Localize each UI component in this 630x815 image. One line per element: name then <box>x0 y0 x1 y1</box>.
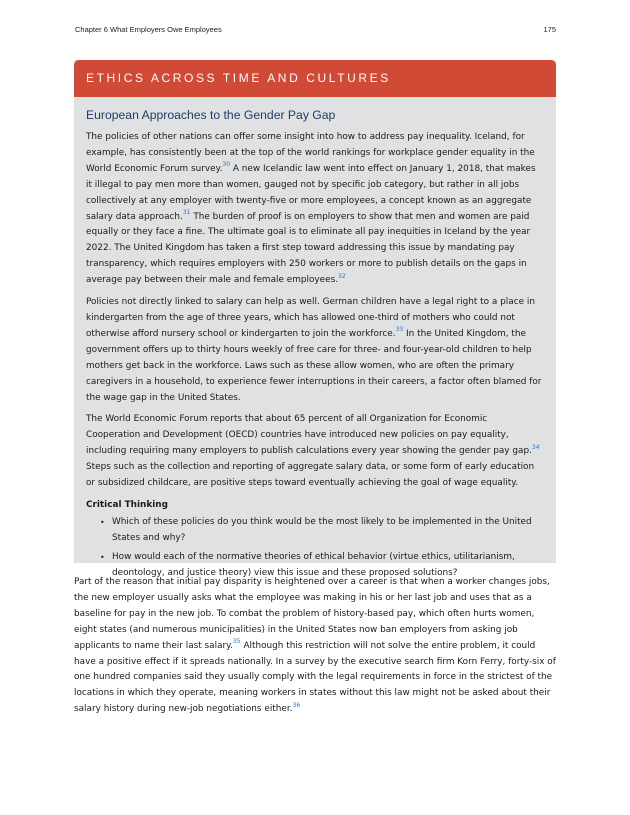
feature-box <box>74 60 556 578</box>
feature-heading: European Approaches to the Gender Pay Gap <box>86 108 336 122</box>
paragraph-text: The World Economic Forum reports that about 65 percent of all Organization for Economic Cooperation and Development (OECD) countries have introduced new policies on pay equality, including requiring many employers to publish calculations every year showing the gender pay gap. <box>86 414 532 457</box>
main-body-text <box>74 575 556 718</box>
body-paragraph <box>86 412 544 492</box>
footnote-reference-link[interactable]: 30 <box>222 161 231 169</box>
footnote-reference-link[interactable]: 36 <box>292 701 301 709</box>
paragraph-text: Part of the reason that initial pay disparity is heightened over a career is that when a worker changes jobs, the new employer usually asks what the employee was making in his or her last job and uses that as a baseline for pay in the new job. To combat the problem of history-based pay, which often hurts women, eight states (and numerous municipalities) in the United States now ban employers from asking job applicants to name their last salary. <box>74 577 550 651</box>
paragraph-text: The burden of proof is on employers to show that men and women are paid equally or they face a fine. The ultimate goal is to eliminate all pay inequities in Iceland by the year 2022. The United Kingdom has taken a first step toward addressing this issue by mandating pay transparency, which requires employers with 250 workers or more to publish details on the gaps in average pay between their male and female employees. <box>86 211 531 286</box>
footnote-reference-link[interactable]: 33 <box>395 326 404 334</box>
paragraph-text: A new Icelandic law went into effect on January 1, 2018, that makes it illegal to pay men more than women, gauged not by specific job category, but rather in all jobs collectively at any employer with twenty-five or more employees, a concept known as an aggregate salary data approach. <box>86 163 536 222</box>
paragraph-text: Steps such as the collection and reporting of aggregate salary data, or some form of early education or subsidized childcare, are positive steps toward eventually achieving the goal of wage equality. <box>86 462 535 489</box>
running-head-chapter: Chapter 6 What Employers Owe Employees <box>75 25 222 34</box>
list-item <box>100 515 544 547</box>
footnote-reference-link[interactable]: 32 <box>338 272 346 280</box>
critical-thinking-list <box>86 515 544 582</box>
body-paragraph <box>86 295 544 406</box>
body-paragraph <box>74 575 556 718</box>
bullet-icon: • <box>100 552 105 562</box>
feature-banner-title: ETHICS ACROSS TIME AND CULTURES <box>86 71 391 85</box>
paragraph-text: In the United Kingdom, the government offers up to thirty hours weekly of free care for three- and four-year-old children to help mothers get back in the workforce. Laws such as these allow women, who are often the primary caregivers in a household, to experience fewer interruptions in their careers, a factor often blamed for the wage gap in the United States. <box>86 328 542 403</box>
paragraph-text: Policies not directly linked to salary can help as well. German children have a legal right to a place in kindergarten from the age of three years, which has allowed one-third of mothers who could not otherwise afford nursery school or kindergarten to join the workforce. <box>86 297 535 339</box>
bullet-icon: • <box>100 517 105 527</box>
list-item-text: How would each of the normative theories of ethical behavior (virtue ethics, utilitarianism, deontology, and justice theory) view this issue and these proposed solutions? <box>112 551 515 578</box>
feature-body <box>74 97 556 582</box>
footnote-reference-link[interactable]: 34 <box>531 443 540 451</box>
feature-banner <box>74 60 556 97</box>
paragraph-text: Although this restriction will not solve the entire problem, it could have a positive effect if it spreads nationally. In a survey by the executive search firm Korn Ferry, forty-six of one hundred companies said they usually comply with the legal requirements in force in the strictest of the locations in which they operate, meaning workers in states without this law might not be asked about their salary history during new-job negotiations either. <box>74 640 556 715</box>
footnote-reference-link[interactable]: 31 <box>182 209 191 217</box>
page-header <box>75 25 556 39</box>
body-paragraph <box>86 130 544 289</box>
feature-paragraphs <box>86 130 544 492</box>
page-number: 175 <box>543 25 556 34</box>
paragraph-text: The policies of other nations can offer some insight into how to address pay inequality. Iceland, for example, has consistently been at the top of the world rankings for workplace gender equality in the World Economic Forum survey. <box>86 132 535 174</box>
list-item-text: Which of these policies do you think would be the most likely to be implemented in the United States and why? <box>112 516 532 543</box>
critical-thinking-heading: Critical Thinking <box>86 499 168 510</box>
footnote-reference-link[interactable]: 35 <box>232 638 241 646</box>
